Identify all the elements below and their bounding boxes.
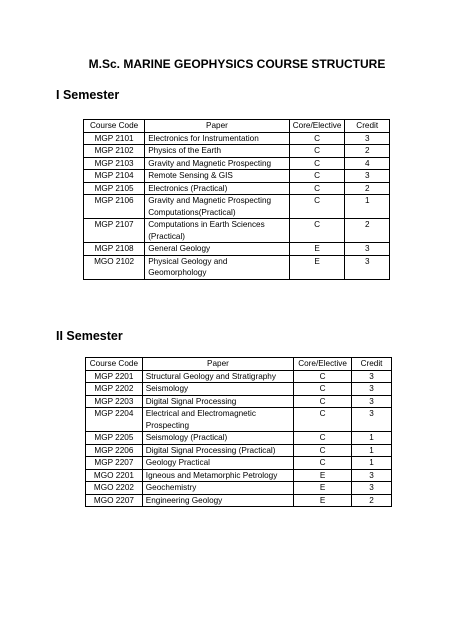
credit-cell: 3: [352, 383, 392, 396]
core-elective-cell: C: [289, 170, 345, 183]
core-elective-cell: C: [289, 219, 345, 243]
core-elective-cell: C: [294, 457, 352, 470]
credit-cell: 3: [345, 132, 390, 145]
paper-cell: Igneous and Metamorphic Petrology: [142, 469, 293, 482]
core-elective-cell: C: [294, 432, 352, 445]
credit-cell: 2: [345, 219, 390, 243]
semester-2-course-table: [85, 357, 392, 507]
core-elective-cell: E: [294, 482, 352, 495]
table-row: [86, 408, 392, 432]
course-code-cell: MGP 2101: [84, 132, 145, 145]
header-core-elective: Core/Elective: [294, 358, 352, 371]
course-code-cell: MGO 2201: [86, 469, 143, 482]
course-code-cell: MGP 2103: [84, 157, 145, 170]
header-core-elective: Core/Elective: [289, 120, 345, 133]
paper-cell: Structural Geology and Stratigraphy: [142, 370, 293, 383]
credit-cell: 4: [345, 157, 390, 170]
credit-cell: 3: [345, 243, 390, 256]
credit-cell: 3: [352, 395, 392, 408]
table-row: [86, 469, 392, 482]
table-row: [86, 457, 392, 470]
course-code-cell: MGP 2102: [84, 145, 145, 158]
core-elective-cell: E: [289, 243, 345, 256]
table-header-row: [86, 358, 392, 371]
paper-cell: General Geology: [145, 243, 290, 256]
semester-1-table-body: [84, 132, 390, 279]
core-elective-cell: C: [289, 182, 345, 195]
paper-cell: Digital Signal Processing: [142, 395, 293, 408]
table-row: [84, 170, 390, 183]
credit-cell: 1: [352, 457, 392, 470]
paper-cell: Electronics for Instrumentation: [145, 132, 290, 145]
credit-cell: 2: [345, 182, 390, 195]
paper-cell: Electronics (Practical): [145, 182, 290, 195]
course-code-cell: MGP 2206: [86, 444, 143, 457]
semester-1-course-table: [83, 119, 390, 280]
semester-2-table-body: [86, 370, 392, 507]
table-row: [86, 395, 392, 408]
table-row: [86, 482, 392, 495]
header-course-code: Course Code: [84, 120, 145, 133]
paper-cell: Electrical and Electromagnetic Prospecting: [142, 408, 293, 432]
table-row: [84, 243, 390, 256]
paper-cell: Physical Geology and Geomorphology: [145, 255, 290, 279]
paper-cell: Engineering Geology: [142, 494, 293, 507]
core-elective-cell: E: [289, 255, 345, 279]
course-code-cell: MGP 2207: [86, 457, 143, 470]
core-elective-cell: C: [294, 383, 352, 396]
semester-1-heading: I Semester: [56, 88, 120, 102]
credit-cell: 3: [352, 469, 392, 482]
paper-cell: Computations in Earth Sciences (Practical): [145, 219, 290, 243]
credit-cell: 3: [345, 170, 390, 183]
table-row: [84, 255, 390, 279]
credit-cell: 2: [345, 145, 390, 158]
semester-2-heading: II Semester: [56, 329, 123, 343]
course-code-cell: MGP 2105: [84, 182, 145, 195]
header-credit: Credit: [345, 120, 390, 133]
core-elective-cell: E: [294, 469, 352, 482]
credit-cell: 3: [352, 408, 392, 432]
paper-cell: Geology Practical: [142, 457, 293, 470]
core-elective-cell: E: [294, 494, 352, 507]
table-row: [84, 145, 390, 158]
table-row: [84, 132, 390, 145]
table-row: [86, 383, 392, 396]
header-paper: Paper: [142, 358, 293, 371]
core-elective-cell: C: [289, 145, 345, 158]
paper-cell: Seismology (Practical): [142, 432, 293, 445]
core-elective-cell: C: [289, 157, 345, 170]
credit-cell: 2: [352, 494, 392, 507]
table-row: [84, 157, 390, 170]
paper-cell: Digital Signal Processing (Practical): [142, 444, 293, 457]
credit-cell: 3: [345, 255, 390, 279]
table-row: [86, 370, 392, 383]
credit-cell: 1: [352, 444, 392, 457]
table-row: [86, 444, 392, 457]
paper-cell: Geochemistry: [142, 482, 293, 495]
course-code-cell: MGO 2202: [86, 482, 143, 495]
table-row: [86, 432, 392, 445]
course-code-cell: MGP 2106: [84, 195, 145, 219]
core-elective-cell: C: [289, 132, 345, 145]
core-elective-cell: C: [294, 370, 352, 383]
paper-cell: Seismology: [142, 383, 293, 396]
table-row: [84, 182, 390, 195]
core-elective-cell: C: [294, 444, 352, 457]
course-code-cell: MGP 2104: [84, 170, 145, 183]
credit-cell: 1: [345, 195, 390, 219]
header-paper: Paper: [145, 120, 290, 133]
header-course-code: Course Code: [86, 358, 143, 371]
header-credit: Credit: [352, 358, 392, 371]
course-code-cell: MGP 2204: [86, 408, 143, 432]
credit-cell: 3: [352, 482, 392, 495]
table-row: [86, 494, 392, 507]
course-code-cell: MGP 2203: [86, 395, 143, 408]
table-header-row: [84, 120, 390, 133]
course-code-cell: MGO 2102: [84, 255, 145, 279]
core-elective-cell: C: [294, 408, 352, 432]
course-code-cell: MGO 2207: [86, 494, 143, 507]
credit-cell: 1: [352, 432, 392, 445]
course-code-cell: MGP 2202: [86, 383, 143, 396]
course-code-cell: MGP 2205: [86, 432, 143, 445]
core-elective-cell: C: [294, 395, 352, 408]
paper-cell: Remote Sensing & GIS: [145, 170, 290, 183]
credit-cell: 3: [352, 370, 392, 383]
course-code-cell: MGP 2107: [84, 219, 145, 243]
core-elective-cell: C: [289, 195, 345, 219]
course-code-cell: MGP 2201: [86, 370, 143, 383]
table-row: [84, 219, 390, 243]
paper-cell: Physics of the Earth: [145, 145, 290, 158]
table-row: [84, 195, 390, 219]
paper-cell: Gravity and Magnetic Prospecting: [145, 157, 290, 170]
paper-cell: Gravity and Magnetic Prospecting Computations(Practical): [145, 195, 290, 219]
course-code-cell: MGP 2108: [84, 243, 145, 256]
document-title: M.Sc. MARINE GEOPHYSICS COURSE STRUCTURE: [88, 57, 386, 71]
